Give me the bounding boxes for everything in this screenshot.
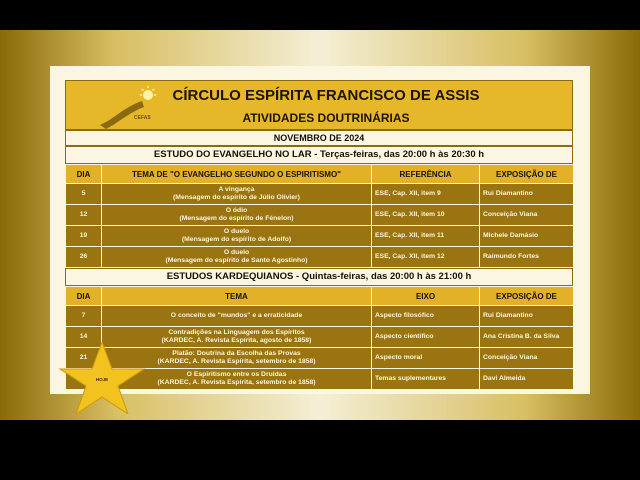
- cell-eixo: Aspecto científico: [372, 327, 480, 348]
- star-badge-label: HOJE: [95, 377, 109, 382]
- cell-dia: 12: [66, 205, 102, 226]
- table-row: [66, 184, 574, 205]
- cell-tema-line1: Contradições na Linguagem dos Espíritos: [168, 329, 305, 336]
- cell-eixo: Aspecto filosófico: [372, 306, 480, 327]
- cell-dia: 5: [66, 184, 102, 205]
- column-header: TEMA DE "O EVANGELHO SEGUNDO O ESPIRITISMO": [102, 165, 372, 184]
- cell-tema-line1: O ódio: [225, 207, 248, 214]
- cell-exposicao: Davi Almeida: [480, 369, 574, 390]
- cell-tema: [102, 205, 372, 226]
- cell-dia: 26: [66, 247, 102, 268]
- table-row: [66, 205, 574, 226]
- cell-dia: 7: [66, 306, 102, 327]
- cell-tema: [102, 247, 372, 268]
- logo-text: CEFAS: [134, 115, 151, 121]
- table-row: [66, 247, 574, 268]
- cell-exposicao: Raimundo Fortes: [480, 247, 574, 268]
- column-header: EXPOSIÇÃO DE: [480, 165, 574, 184]
- cell-referencia: ESE, Cap. XII, item 9: [372, 184, 480, 205]
- cell-tema-line2: (KARDEC, A. Revista Espírita, agosto de 1858): [161, 337, 312, 344]
- cell-tema: [102, 226, 372, 247]
- section-title-evangelho: ESTUDO DO EVANGELHO NO LAR - Terças-feiras, das 20:00 h às 20:30 h: [65, 146, 573, 164]
- cell-tema-line1: O duelo: [223, 249, 250, 256]
- cell-exposicao: Ana Cristina B. da Silva: [480, 327, 574, 348]
- table-header-row: [66, 165, 574, 184]
- column-header: REFERÊNCIA: [372, 165, 480, 184]
- table-row: [66, 306, 574, 327]
- cell-tema-line1: O conceito de "mundos" e a erraticidade: [170, 312, 303, 319]
- cell-exposicao: Michele Damásio: [480, 226, 574, 247]
- cell-dia: 21: [66, 348, 102, 369]
- cell-tema-line1: Platão: Doutrina da Escolha das Provas: [172, 350, 301, 357]
- cell-dia: 19: [66, 226, 102, 247]
- column-header: TEMA: [102, 287, 372, 306]
- page-title: CÍRCULO ESPÍRITA FRANCISCO DE ASSIS: [172, 87, 480, 104]
- cell-exposicao: Conceição Viana: [480, 205, 574, 226]
- page-subtitle: ATIVIDADES DOUTRINÁRIAS: [242, 111, 410, 125]
- column-header: EXPOSIÇÃO DE: [480, 287, 574, 306]
- month-label: NOVEMBRO DE 2024: [65, 130, 573, 146]
- cell-referencia: ESE, Cap. XII, item 10: [372, 205, 480, 226]
- cell-exposicao: Rui Diamantino: [480, 306, 574, 327]
- cell-exposicao: Rui Diamantino: [480, 184, 574, 205]
- cell-tema-line1: A vingança: [218, 186, 255, 193]
- cell-tema-line2: (Mensagem do espírito de Júlio Olivier): [173, 194, 300, 201]
- section-title-kardequianos: ESTUDOS KARDEQUIANOS - Quintas-feiras, das 20:00 h às 21:00 h: [65, 268, 573, 286]
- column-header: DIA: [66, 165, 102, 184]
- cell-tema-line2: (Mensagem do espírito de Santo Agostinho): [165, 257, 308, 264]
- table-row: [66, 226, 574, 247]
- cell-eixo: Temas suplementares: [372, 369, 480, 390]
- header-banner: [65, 80, 573, 130]
- column-header: EIXO: [372, 287, 480, 306]
- cell-exposicao: Conceição Viana: [480, 348, 574, 369]
- table-evangelho: [65, 164, 574, 268]
- cell-eixo: Aspecto moral: [372, 348, 480, 369]
- cell-tema-line2: (KARDEC, A. Revista Espírita, setembro de 1858): [157, 358, 316, 365]
- cell-tema-line2: (Mensagem do espírito de Adolfo): [181, 236, 292, 243]
- cell-tema-line1: O duelo: [223, 228, 250, 235]
- cell-dia: 14: [66, 327, 102, 348]
- cell-referencia: ESE, Cap. XII, item 11: [372, 226, 480, 247]
- sun-logo-icon: [96, 85, 160, 129]
- cell-tema-line1: O Espiritismo entre os Druidas: [186, 371, 287, 378]
- table-header-row: [66, 287, 574, 306]
- cell-referencia: ESE, Cap. XII, item 12: [372, 247, 480, 268]
- cell-tema: [102, 306, 372, 327]
- cell-tema-line2: (KARDEC, A. Revista Espírita, setembro de 1858): [157, 379, 316, 386]
- cell-tema: [102, 184, 372, 205]
- cell-tema-line2: (Mensagem do espírito de Fénelon): [179, 215, 294, 222]
- column-header: DIA: [66, 287, 102, 306]
